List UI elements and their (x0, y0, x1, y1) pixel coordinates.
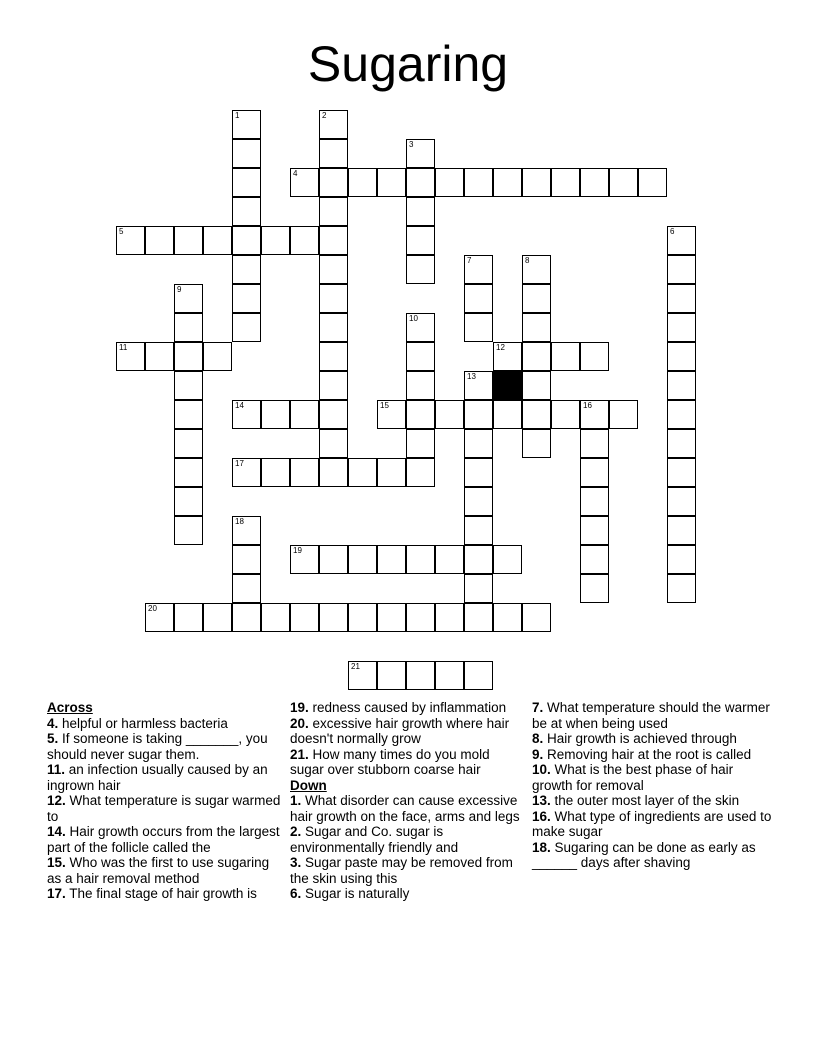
cell-number: 5 (119, 227, 124, 236)
clue-item (47, 762, 283, 793)
grid-cell[interactable] (290, 400, 319, 429)
clue-item (532, 793, 772, 809)
clue-number: 18. (532, 839, 551, 855)
grid-cell[interactable] (667, 255, 696, 284)
grid-cell[interactable] (319, 226, 348, 255)
grid-cell[interactable] (522, 284, 551, 313)
clue-item (47, 716, 283, 732)
clue-number: 14. (47, 824, 66, 839)
clue-item (47, 793, 283, 824)
grid-cell[interactable] (435, 545, 464, 574)
grid-cell[interactable] (377, 400, 406, 429)
grid-cell[interactable] (493, 545, 522, 574)
clue-number: 21. (290, 746, 309, 762)
grid-cell[interactable] (174, 516, 203, 545)
grid-cell[interactable] (638, 168, 667, 197)
grid-cell[interactable] (232, 226, 261, 255)
grid-cell[interactable] (319, 110, 348, 139)
grid-cell[interactable] (232, 139, 261, 168)
grid-cell[interactable] (464, 516, 493, 545)
grid-cell[interactable] (232, 574, 261, 603)
clue-number: 10. (532, 762, 551, 777)
grid-cell[interactable] (377, 458, 406, 487)
page-title: Sugaring (307, 36, 509, 92)
grid-cell[interactable] (522, 255, 551, 284)
clues-column-2 (290, 700, 522, 902)
grid-cell[interactable] (493, 400, 522, 429)
grid-cell[interactable] (290, 545, 319, 574)
grid-cell[interactable] (580, 400, 609, 429)
grid-cell[interactable] (435, 603, 464, 632)
clue-text: redness caused by inflammation (308, 700, 507, 715)
cell-number: 3 (409, 140, 414, 149)
grid-cell[interactable] (522, 342, 551, 371)
grid-cell[interactable] (261, 458, 290, 487)
clue-text: If someone is taking _______, you should never sugar them. (47, 731, 268, 762)
clue-item (532, 762, 772, 793)
down-heading: Down (290, 777, 327, 793)
grid-cell[interactable] (406, 603, 435, 632)
cell-number: 4 (293, 169, 298, 178)
grid-cell[interactable] (232, 255, 261, 284)
cell-number: 10 (409, 314, 418, 323)
clue-number: 9. (532, 746, 544, 762)
clue-item (290, 793, 522, 824)
grid-cell[interactable] (406, 197, 435, 226)
cell-number: 8 (525, 256, 530, 265)
grid-cell[interactable] (667, 516, 696, 545)
clue-text: Removing hair at the root is called (543, 746, 752, 762)
clue-item (532, 747, 772, 763)
grid-cell[interactable] (551, 400, 580, 429)
across-heading: Across (47, 700, 93, 715)
grid-cell[interactable] (145, 342, 174, 371)
clue-text: What type of ingredients are used to make sugar (532, 808, 772, 839)
grid-cell[interactable] (348, 661, 377, 690)
clue-number: 19. (290, 700, 309, 715)
grid-cell[interactable] (464, 574, 493, 603)
clue-item (47, 886, 283, 902)
down-clue-list-continued (532, 700, 772, 871)
grid-cell[interactable] (319, 313, 348, 342)
grid-cell[interactable] (580, 574, 609, 603)
cell-number: 11 (119, 343, 128, 352)
grid-cell[interactable] (667, 284, 696, 313)
grid-cell[interactable] (406, 429, 435, 458)
grid-cell[interactable] (261, 603, 290, 632)
grid-cell[interactable] (464, 661, 493, 690)
grid-cell[interactable] (174, 400, 203, 429)
cell-number: 16 (583, 401, 592, 410)
grid-cell[interactable] (406, 661, 435, 690)
grid-cell[interactable] (319, 139, 348, 168)
clue-item (532, 731, 772, 747)
grid-cell[interactable] (232, 516, 261, 545)
grid-cell[interactable] (232, 168, 261, 197)
clue-item (290, 824, 522, 855)
clue-text: helpful or harmless bacteria (58, 715, 228, 731)
clue-text: What is the best phase of hair growth for removal (532, 762, 734, 793)
grid-cell[interactable] (609, 400, 638, 429)
cell-number: 12 (496, 343, 505, 352)
grid-cell[interactable] (580, 516, 609, 545)
grid-cell[interactable] (232, 197, 261, 226)
grid-cell[interactable] (580, 545, 609, 574)
grid-cell[interactable] (319, 458, 348, 487)
grid-cell[interactable] (261, 400, 290, 429)
clue-item (47, 824, 283, 855)
clue-text: Sugar is naturally (301, 886, 410, 901)
grid-cell[interactable] (464, 313, 493, 342)
grid-cell[interactable] (319, 545, 348, 574)
grid-cell[interactable] (522, 400, 551, 429)
cell-number: 2 (322, 111, 327, 120)
cell-number: 19 (293, 546, 302, 555)
clue-text: What disorder can cause excessive hair growth on the face, arms and legs (290, 793, 520, 824)
clue-text: Hair growth occurs from the largest part of the follicle called the (47, 824, 280, 855)
grid-cell[interactable] (464, 429, 493, 458)
clue-text: How many times do you mold sugar over stubborn coarse hair (290, 746, 490, 777)
grid-cell[interactable] (174, 458, 203, 487)
clue-text: What temperature is sugar warmed to (47, 793, 281, 824)
across-clue-list (47, 716, 283, 902)
cell-number: 7 (467, 256, 472, 265)
grid-cell[interactable] (232, 545, 261, 574)
grid-cell[interactable] (232, 458, 261, 487)
grid-cell[interactable] (116, 226, 145, 255)
grid-cell[interactable] (667, 545, 696, 574)
clue-text: Sugaring can be done as early as ______ days after shaving (532, 839, 756, 870)
clue-number: 7. (532, 700, 544, 715)
cell-number: 17 (235, 459, 244, 468)
grid-cell[interactable] (406, 371, 435, 400)
grid-cell[interactable] (174, 371, 203, 400)
grid-cell[interactable] (174, 342, 203, 371)
grid-cell[interactable] (435, 661, 464, 690)
grid-cell[interactable] (377, 545, 406, 574)
grid-cell[interactable] (319, 603, 348, 632)
clues-column-1 (47, 700, 283, 902)
grid-cell[interactable] (551, 342, 580, 371)
grid-cell[interactable] (522, 603, 551, 632)
grid-cell[interactable] (464, 603, 493, 632)
cell-number: 20 (148, 604, 157, 613)
grid-cell[interactable] (667, 371, 696, 400)
grid-cell[interactable] (667, 226, 696, 255)
clue-number: 16. (532, 808, 551, 824)
grid-cell[interactable] (406, 342, 435, 371)
grid-cell[interactable] (290, 458, 319, 487)
clue-number: 2. (290, 824, 302, 839)
grid-cell[interactable] (406, 139, 435, 168)
grid-cell[interactable] (464, 458, 493, 487)
clue-text: the outer most layer of the skin (550, 793, 740, 808)
clue-number: 1. (290, 793, 302, 808)
cell-number: 9 (177, 285, 182, 294)
across-clue-list-continued (290, 700, 522, 778)
grid-cell[interactable] (551, 168, 580, 197)
clues-column-3 (532, 700, 772, 871)
grid-cell[interactable] (464, 371, 493, 400)
clue-text: Hair growth is achieved through (543, 731, 737, 746)
grid-cell[interactable] (203, 342, 232, 371)
clue-text: Sugar and Co. sugar is environmentally friendly and (290, 824, 459, 855)
grid-cell[interactable] (174, 603, 203, 632)
grid-cell[interactable] (406, 545, 435, 574)
clue-item (290, 855, 522, 886)
grid-cell[interactable] (667, 487, 696, 516)
cell-number: 6 (670, 227, 675, 236)
clue-item (532, 840, 772, 871)
grid-cell[interactable] (609, 168, 638, 197)
grid-cell[interactable] (145, 226, 174, 255)
grid-cell[interactable] (319, 197, 348, 226)
cell-number: 1 (235, 111, 240, 120)
clue-item (290, 747, 522, 778)
clue-number: 3. (290, 855, 302, 870)
grid-cell[interactable] (232, 284, 261, 313)
grid-cell[interactable] (667, 458, 696, 487)
grid-cell[interactable] (435, 168, 464, 197)
grid-cell[interactable] (319, 429, 348, 458)
clue-item (47, 855, 283, 886)
grid-cell[interactable] (174, 487, 203, 516)
grid-cell[interactable] (580, 429, 609, 458)
clue-text: an infection usually caused by an ingrown hair (47, 762, 268, 793)
grid-cell[interactable] (174, 226, 203, 255)
grid-cell[interactable] (464, 545, 493, 574)
grid-cell[interactable] (580, 342, 609, 371)
clue-item (47, 731, 283, 762)
grid-cell[interactable] (261, 226, 290, 255)
clue-number: 20. (290, 715, 309, 731)
grid-cell[interactable] (406, 255, 435, 284)
clue-text: The final stage of hair growth is (65, 886, 257, 901)
grid-cell[interactable] (174, 284, 203, 313)
grid-cell[interactable] (319, 371, 348, 400)
grid-cell[interactable] (522, 168, 551, 197)
clue-item (532, 809, 772, 840)
grid-cell[interactable] (319, 284, 348, 313)
grid-cell[interactable] (580, 168, 609, 197)
clue-number: 13. (532, 793, 551, 808)
clue-text: Who was the first to use sugaring as a hair removal method (47, 855, 270, 886)
clue-number: 11. (47, 762, 66, 777)
grid-cell[interactable] (493, 603, 522, 632)
grid-cell[interactable] (290, 226, 319, 255)
grid-cell[interactable] (667, 429, 696, 458)
clue-number: 17. (47, 886, 66, 901)
grid-cell[interactable] (203, 603, 232, 632)
grid-cell[interactable] (580, 458, 609, 487)
grid-cell[interactable] (377, 168, 406, 197)
clue-number: 4. (47, 715, 59, 731)
grid-cell[interactable] (667, 400, 696, 429)
grid-cell[interactable] (493, 168, 522, 197)
grid-cell[interactable] (319, 168, 348, 197)
grid-cell[interactable] (464, 487, 493, 516)
cell-number: 21 (351, 662, 360, 671)
clue-number: 6. (290, 886, 302, 901)
grid-cell[interactable] (348, 603, 377, 632)
grid-cell[interactable] (203, 226, 232, 255)
grid-cell[interactable] (667, 313, 696, 342)
grid-cell[interactable] (406, 313, 435, 342)
grid-cell[interactable] (464, 168, 493, 197)
grid-cell[interactable] (580, 487, 609, 516)
clue-number: 5. (47, 731, 59, 746)
grid-cell[interactable] (522, 429, 551, 458)
grid-cell[interactable] (377, 603, 406, 632)
grid-block (493, 371, 522, 400)
grid-cell[interactable] (232, 313, 261, 342)
cell-number: 14 (235, 401, 244, 410)
clue-item (290, 716, 522, 747)
cell-number: 18 (235, 517, 244, 526)
clue-item (290, 700, 522, 716)
grid-cell[interactable] (290, 603, 319, 632)
grid-cell[interactable] (348, 545, 377, 574)
grid-cell[interactable] (174, 429, 203, 458)
clue-number: 15. (47, 855, 66, 870)
clue-item (532, 700, 772, 731)
clue-text: excessive hair growth where hair doesn't normally grow (290, 715, 510, 746)
grid-cell[interactable] (464, 255, 493, 284)
grid-cell[interactable] (493, 342, 522, 371)
grid-cell[interactable] (464, 400, 493, 429)
grid-cell[interactable] (145, 603, 174, 632)
grid-cell[interactable] (116, 342, 145, 371)
grid-cell[interactable] (232, 603, 261, 632)
grid-cell[interactable] (348, 458, 377, 487)
grid-cell[interactable] (290, 168, 319, 197)
grid-cell[interactable] (406, 458, 435, 487)
grid-cell[interactable] (319, 255, 348, 284)
grid-cell[interactable] (667, 342, 696, 371)
grid-cell[interactable] (377, 661, 406, 690)
grid-cell[interactable] (319, 342, 348, 371)
clue-text: Sugar paste may be removed from the skin using this (290, 855, 513, 886)
clue-text: What temperature should the warmer be at when being used (532, 700, 770, 731)
grid-cell[interactable] (522, 371, 551, 400)
cell-number: 13 (467, 372, 476, 381)
grid-cell[interactable] (667, 574, 696, 603)
clue-number: 12. (47, 793, 66, 808)
grid-cell[interactable] (348, 168, 377, 197)
grid-cell[interactable] (522, 313, 551, 342)
grid-cell[interactable] (464, 284, 493, 313)
grid-cell[interactable] (406, 400, 435, 429)
grid-cell[interactable] (174, 313, 203, 342)
grid-cell[interactable] (406, 168, 435, 197)
grid-cell[interactable] (232, 400, 261, 429)
clue-item (290, 886, 522, 902)
grid-cell[interactable] (435, 400, 464, 429)
grid-cell[interactable] (406, 226, 435, 255)
down-clue-list (290, 793, 522, 902)
cell-number: 15 (380, 401, 389, 410)
clue-number: 8. (532, 731, 544, 746)
grid-cell[interactable] (319, 400, 348, 429)
grid-cell[interactable] (232, 110, 261, 139)
